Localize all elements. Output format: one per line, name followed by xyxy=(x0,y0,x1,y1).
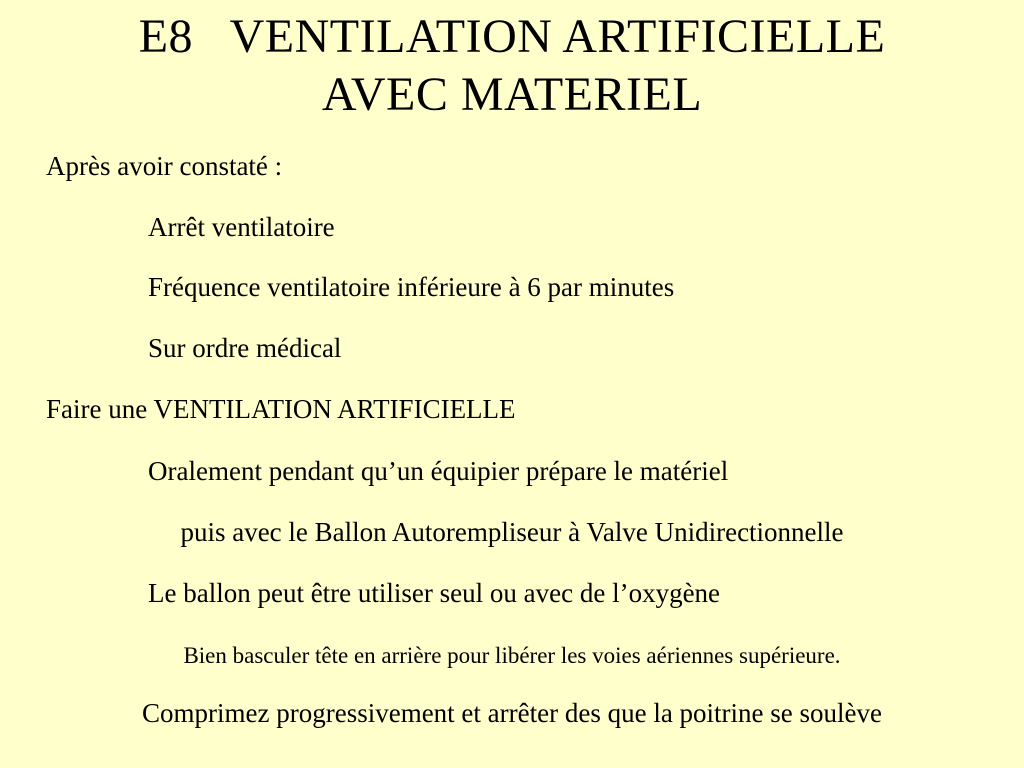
slide-title xyxy=(0,8,1024,124)
oral-instruction: Oralement pendant qu’un équipier prépare le matériel xyxy=(148,456,729,486)
ballon-instruction: puis avec le Ballon Autorempliseur à Valve Unidirectionnelle xyxy=(180,517,844,547)
title-line-2: AVEC MATERIEL xyxy=(321,68,703,121)
head-tilt-instruction: Bien basculer tête en arrière pour libérer les voies aériennes supérieure. xyxy=(183,643,841,668)
intro-text: Après avoir constaté : xyxy=(46,151,283,181)
title-line-1: E8 VENTILATION ARTIFICIELLE xyxy=(138,10,886,63)
condition-item: Sur ordre médical xyxy=(148,333,342,363)
final-instruction: Comprimez progressivement et arrêter des que la poitrine se soulève xyxy=(142,698,882,728)
oxygen-instruction: Le ballon peut être utiliser seul ou avec de l’oxygène xyxy=(148,578,721,608)
condition-item: Arrêt ventilatoire xyxy=(148,212,335,242)
action-text: Faire une VENTILATION ARTIFICIELLE xyxy=(46,394,516,424)
condition-item: Fréquence ventilatoire inférieure à 6 par minutes xyxy=(148,272,675,302)
